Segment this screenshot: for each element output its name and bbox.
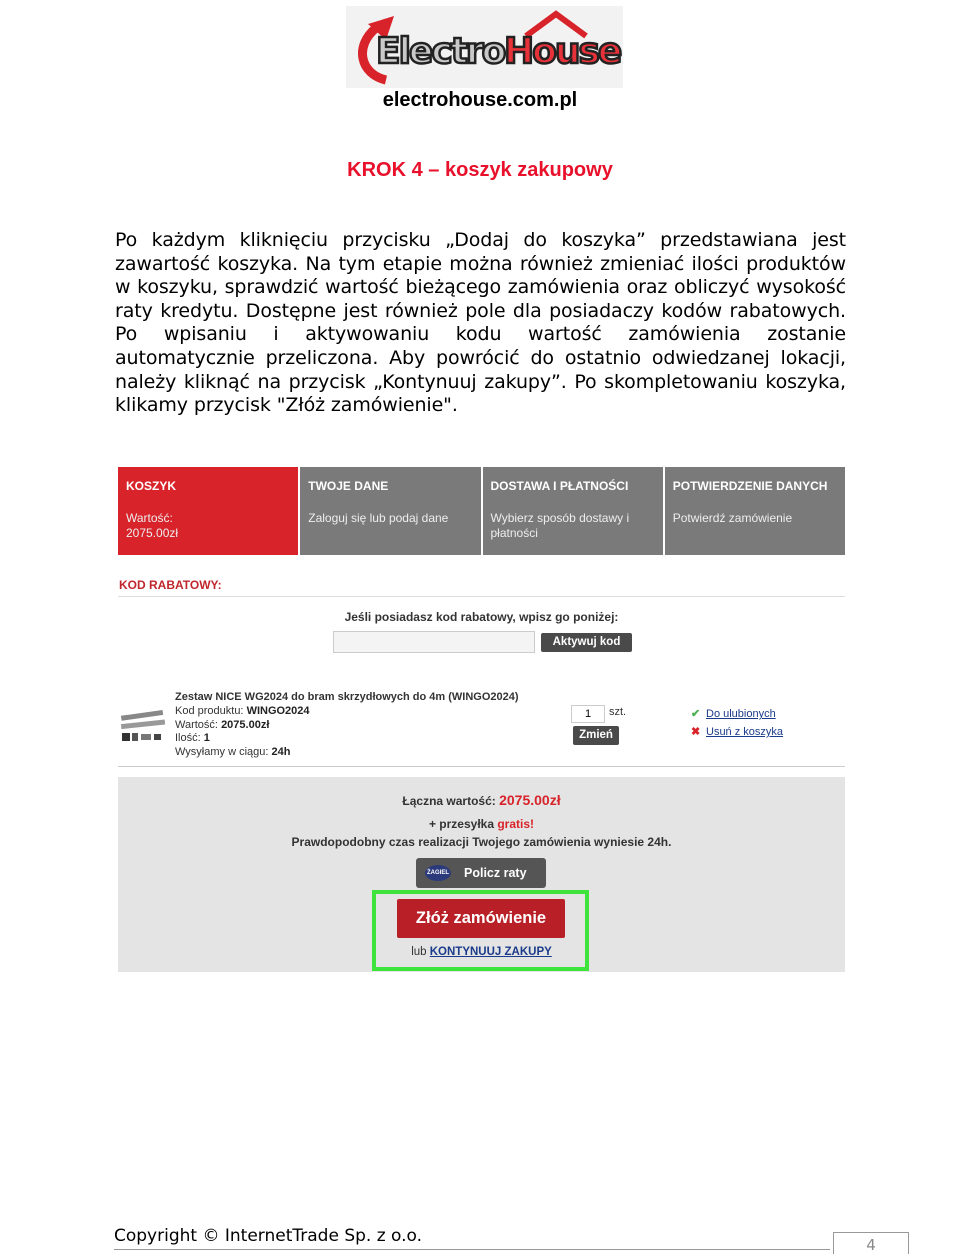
- product-name[interactable]: Zestaw NICE WG2024 do bram skrzydłowych do 4m (WINGO2024): [175, 691, 519, 703]
- change-quantity-button[interactable]: Zmień: [573, 726, 619, 745]
- zagiel-logo-icon: ŻAGIEL: [425, 865, 451, 881]
- continue-shopping-link[interactable]: KONTYNUUJ ZAKUPY: [429, 946, 552, 958]
- checkout-steps: [118, 467, 845, 555]
- step-title: TWOJE DANE: [308, 479, 389, 493]
- label: Wysyłamy w ciągu:: [175, 746, 269, 759]
- calculate-installments-button[interactable]: [416, 858, 546, 888]
- page-number: 4: [866, 1236, 876, 1254]
- or-text: lub: [411, 946, 427, 958]
- divider: [118, 766, 845, 767]
- step-confirmation[interactable]: [665, 467, 845, 555]
- add-to-favorites-link[interactable]: [691, 707, 776, 720]
- electrohouse-logo: [346, 6, 623, 88]
- product-qty-row: [175, 732, 519, 746]
- continue-row: [118, 946, 845, 958]
- product-qty: 1: [203, 732, 210, 745]
- shipping-row: [118, 817, 845, 831]
- step-title: KOSZYK: [126, 479, 177, 493]
- promo-prompt: Jeśli posiadasz kod rabatowy, wpisz go poniżej:: [344, 610, 619, 624]
- page-heading: KROK 4 – koszyk zakupowy: [347, 159, 613, 181]
- divider: [118, 596, 845, 597]
- link-label: Do ulubionych: [706, 708, 776, 720]
- step-delivery[interactable]: [483, 467, 665, 555]
- product-code: WINGO2024: [246, 704, 310, 717]
- delivery-time: Prawdopodobny czas realizacji Twojego zamówienia wyniesie 24h.: [291, 835, 672, 849]
- step-desc: Wybierz sposób dostawy i płatności: [490, 511, 630, 540]
- total-label: Łączna wartość:: [402, 794, 496, 808]
- step-title: DOSTAWA I PŁATNOŚCI: [490, 479, 629, 493]
- svg-text:House: House: [504, 31, 621, 72]
- intro-paragraph: Po każdym kliknięciu przycisku „Dodaj do koszyka” przedstawiana jest zawartość koszyka. Na tym etapie można również zmieniać ilości produktów w koszyku, sprawdzić wartość bieżącego zamówienia oraz obliczyć wysokość raty kredytu. Dostępne jest również pole dla posiadaczy kodów rabatowych. Po wpisaniu i aktywowaniu kodu wartość zamówienia zostanie automatycznie przeliczona. Aby powrócić do ostatnio odwiedzanej lokacji, należy kliknąć na przycisk „Kontynuuj zakupy”. Po skompletowaniu koszyka, klikamy przycisk "Złóż zamówienie".: [115, 229, 846, 417]
- product-info: [175, 691, 519, 760]
- product-image: [119, 709, 168, 743]
- label: Wartość:: [175, 718, 218, 731]
- total-value: 2075.00zł: [499, 792, 561, 808]
- checkmark-icon: ✔: [691, 708, 701, 720]
- footer-divider: [114, 1249, 830, 1250]
- shipping-value: gratis!: [497, 817, 535, 831]
- cart-screenshot: [118, 467, 845, 972]
- label: Ilość:: [175, 732, 201, 745]
- promo-code-input[interactable]: [333, 631, 535, 653]
- step-desc: Potwierdź zamówienie: [672, 511, 793, 525]
- promo-label: KOD RABATOWY:: [119, 578, 222, 592]
- product-code-row: [175, 705, 519, 719]
- link-label: Usuń z koszyka: [706, 726, 784, 738]
- product-ship: 24h: [271, 746, 291, 759]
- step-title: POTWIERDZENIE DANYCH: [672, 479, 828, 493]
- button-label: Policz raty: [464, 866, 527, 880]
- total-row: [118, 792, 845, 808]
- step-your-data[interactable]: [300, 467, 482, 555]
- label: Kod produktu:: [175, 704, 244, 717]
- order-summary: [118, 777, 845, 972]
- shipping-prefix: + przesyłka: [428, 817, 494, 831]
- product-value: 2075.00zł: [221, 718, 270, 731]
- remove-icon: ✖: [691, 726, 701, 738]
- step-desc: Zaloguj się lub podaj dane: [308, 511, 449, 525]
- step-cart[interactable]: [118, 467, 300, 555]
- product-ship-row: [175, 746, 519, 760]
- remove-from-cart-link[interactable]: [691, 725, 783, 738]
- site-url: electrohouse.com.pl: [382, 89, 578, 111]
- svg-text:Electro: Electro: [376, 31, 505, 72]
- product-value-row: [175, 719, 519, 733]
- step-desc: Wartość: 2075.00zł: [126, 511, 179, 540]
- activate-code-button[interactable]: Aktywuj kod: [541, 633, 632, 652]
- footer-copyright: Copyright © InternetTrade Sp. z o.o.: [114, 1226, 423, 1246]
- place-order-button[interactable]: Złóż zamówienie: [397, 899, 565, 938]
- quantity-unit: szt.: [609, 706, 627, 718]
- quantity-input[interactable]: 1: [571, 705, 605, 723]
